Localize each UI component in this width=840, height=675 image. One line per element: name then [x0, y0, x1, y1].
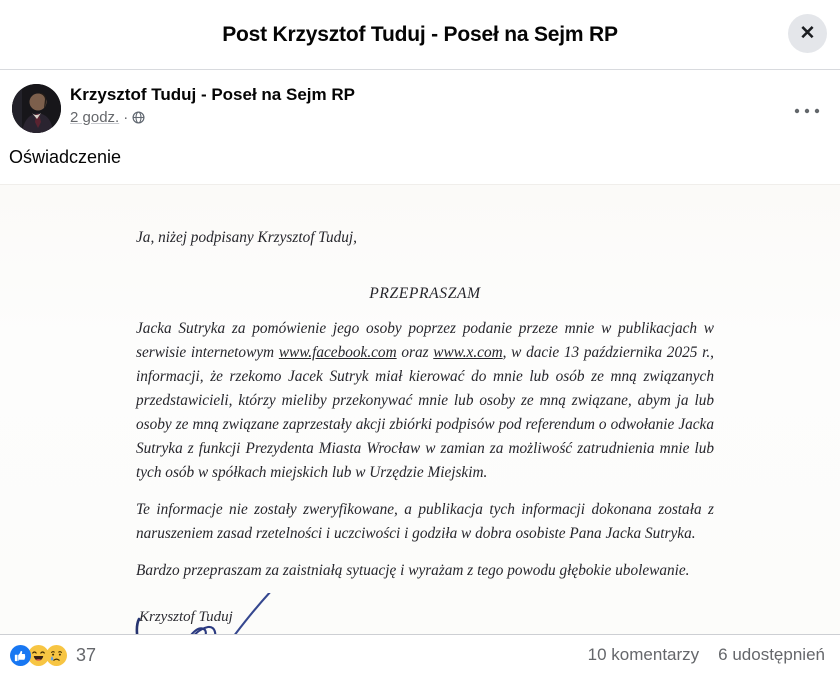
- globe-icon: [132, 111, 145, 124]
- letter-heading: PRZEPRASZAM: [369, 285, 481, 302]
- post-header: [0, 70, 840, 133]
- letter-p1-text: Jacka Sutryka za pomówienie jego osoby poprzez podanie przeze mnie w publikacjach w serwisie internetowym: [136, 320, 714, 361]
- letter-intro: Ja, niżej podpisany Krzysztof Tuduj,: [136, 229, 357, 246]
- signature-typed-name: Krzysztof Tuduj: [139, 609, 233, 625]
- handwritten-signature: [121, 593, 311, 634]
- close-button[interactable]: [788, 14, 827, 53]
- letter-paragraph-2: Te informacje nie zostały zweryfikowane, a publikacja tych informacji dokonana została z naruszeniem zasad rzetelności i uczciwości i godziła w dobra osobiste Pana Jacka Sutryka.: [136, 501, 714, 542]
- signature-block: [136, 596, 714, 634]
- letter-paragraph-3: Bardzo przepraszam za zaistniałą sytuację i wyrażam z tego powodu głębokie ubolewanie.: [136, 562, 690, 579]
- author-name[interactable]: Krzysztof Tuduj - Poseł na Sejm RP: [70, 85, 355, 104]
- meta-separator: ·: [123, 109, 129, 126]
- reactions-summary[interactable]: [10, 645, 96, 666]
- close-icon: ✕: [799, 23, 816, 44]
- avatar[interactable]: [12, 84, 61, 133]
- more-options-button[interactable]: [790, 94, 824, 125]
- shares-count[interactable]: 6 udostępnień: [718, 645, 825, 664]
- sad-icon: [46, 645, 67, 666]
- timestamp[interactable]: 2 godz.: [70, 109, 120, 126]
- post-stats: [588, 645, 825, 665]
- x-url: www.x.com: [433, 344, 503, 361]
- comments-count[interactable]: 10 komentarzy: [587, 645, 700, 664]
- letter-paragraph-1: [136, 317, 714, 485]
- facebook-url: www.facebook.com: [278, 344, 397, 361]
- avatar-portrait: [12, 84, 61, 133]
- letter-image[interactable]: [0, 184, 840, 634]
- letter-p1-text: oraz: [396, 344, 434, 361]
- haha-icon: [28, 645, 49, 666]
- ellipsis-icon: [794, 108, 820, 114]
- engagement-bar: [0, 634, 840, 675]
- modal-header: [0, 0, 840, 70]
- like-icon: [10, 645, 31, 666]
- reaction-count: 37: [76, 644, 97, 665]
- letter-p1-text: , w dacie 13 października 2025 r., informacji, że rzekomo Jacek Sutryk miał kierować do mnie lub osób ze mną związanych przedstawicieli, którzy mieliby przekonywać mnie lub osoby ze mną związane, abym ja lub osoby ze mną związane zaprzestały akcji zbiórki podpisów pod referendum o odwołanie Jacka Sutryka z funkcji Prezydenta Miasta Wrocław w zamian za możliwość zatrudnienia mnie lub tych osób w spółkach miejskich lub w Urzędzie Miejskim.: [136, 344, 714, 481]
- letter-body: [136, 185, 714, 634]
- page-title: Post Krzysztof Tuduj - Poseł na Sejm RP: [222, 22, 618, 46]
- post-text: Oświadczenie: [9, 147, 122, 167]
- author-block: [70, 84, 355, 126]
- post-meta: [70, 109, 355, 126]
